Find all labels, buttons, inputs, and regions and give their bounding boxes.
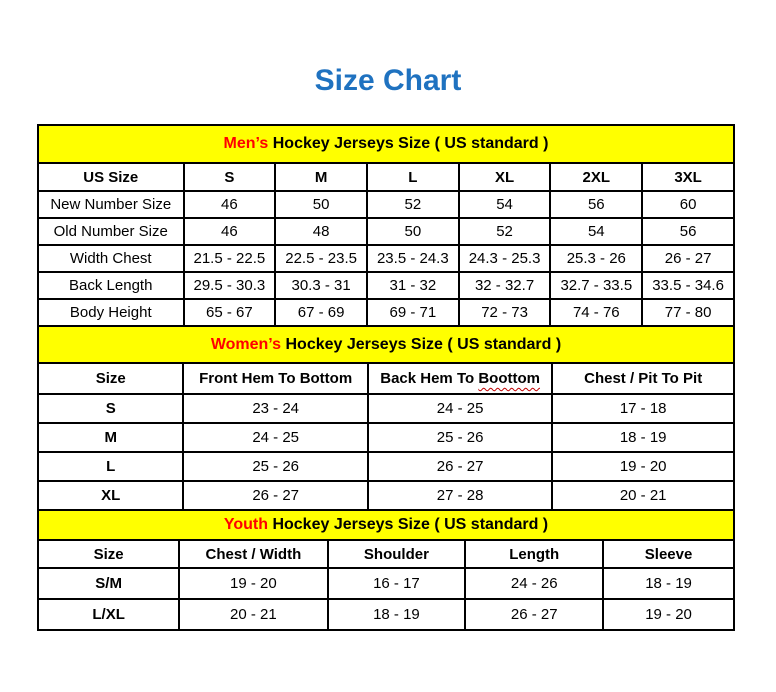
size-value-cell: 25 - 26: [368, 423, 552, 452]
column-header: XL: [459, 163, 551, 191]
table-row: [38, 568, 734, 599]
row-label: Width Chest: [38, 245, 184, 272]
column-header: Length: [465, 540, 603, 568]
mens-section-title: [38, 125, 734, 163]
column-header: Size: [38, 363, 183, 394]
size-value-cell: 19 - 20: [179, 568, 327, 599]
size-value-cell: 22.5 - 23.5: [275, 245, 367, 272]
column-header: [368, 363, 552, 394]
row-label: S: [38, 394, 183, 423]
size-value-cell: 24 - 26: [465, 568, 603, 599]
size-value-cell: 21.5 - 22.5: [184, 245, 276, 272]
size-value-cell: 23 - 24: [183, 394, 367, 423]
row-label: Body Height: [38, 299, 184, 326]
size-value-cell: 30.3 - 31: [275, 272, 367, 299]
row-label: M: [38, 423, 183, 452]
mens-section-header: [38, 125, 734, 163]
table-row: [38, 299, 734, 326]
table-row: [38, 599, 734, 630]
size-value-cell: 23.5 - 24.3: [367, 245, 459, 272]
size-value-cell: 52: [459, 218, 551, 245]
column-header: 3XL: [642, 163, 734, 191]
size-value-cell: 19 - 20: [603, 599, 734, 630]
size-value-cell: 16 - 17: [328, 568, 466, 599]
row-label: New Number Size: [38, 191, 184, 218]
womens-header-row: [38, 363, 734, 394]
size-value-cell: 46: [184, 191, 276, 218]
size-value-cell: 33.5 - 34.6: [642, 272, 734, 299]
row-label: L/XL: [38, 599, 179, 630]
table-row: [38, 452, 734, 481]
column-header: Chest / Pit To Pit: [552, 363, 734, 394]
size-value-cell: 50: [275, 191, 367, 218]
size-value-cell: 54: [459, 191, 551, 218]
size-value-cell: 18 - 19: [603, 568, 734, 599]
column-header: Size: [38, 540, 179, 568]
womens-section-highlight: Women’s: [210, 335, 282, 353]
size-value-cell: 31 - 32: [367, 272, 459, 299]
table-row: [38, 218, 734, 245]
size-value-cell: 25 - 26: [183, 452, 367, 481]
size-value-cell: 32.7 - 33.5: [550, 272, 642, 299]
size-value-cell: 29.5 - 30.3: [184, 272, 276, 299]
size-value-cell: 65 - 67: [184, 299, 276, 326]
size-value-cell: 56: [550, 191, 642, 218]
youth-section-highlight: Youth: [223, 516, 268, 533]
row-label: Back Length: [38, 272, 184, 299]
mens-section-highlight: Men’s: [223, 135, 269, 152]
column-header: S: [184, 163, 276, 191]
column-header: Shoulder: [328, 540, 466, 568]
column-header-text: Back Hem To: [380, 370, 475, 387]
size-value-cell: 20 - 21: [552, 481, 734, 510]
size-value-cell: 56: [642, 218, 734, 245]
mens-size-table: [37, 124, 735, 327]
size-value-cell: 67 - 69: [275, 299, 367, 326]
table-row: [38, 423, 734, 452]
size-value-cell: 32 - 32.7: [459, 272, 551, 299]
womens-section-title: [38, 326, 734, 363]
table-row: [38, 394, 734, 423]
row-label: XL: [38, 481, 183, 510]
mens-section-rest: Hockey Jerseys Size ( US standard ): [272, 135, 549, 152]
column-header: L: [367, 163, 459, 191]
size-value-cell: 48: [275, 218, 367, 245]
size-value-cell: 52: [367, 191, 459, 218]
column-header: 2XL: [550, 163, 642, 191]
size-value-cell: 69 - 71: [367, 299, 459, 326]
size-value-cell: 74 - 76: [550, 299, 642, 326]
size-value-cell: 77 - 80: [642, 299, 734, 326]
youth-size-table: [37, 509, 735, 631]
size-value-cell: 24 - 25: [368, 394, 552, 423]
column-header: Front Hem To Bottom: [183, 363, 367, 394]
column-header: US Size: [38, 163, 184, 191]
column-header: Sleeve: [603, 540, 734, 568]
column-header: M: [275, 163, 367, 191]
size-value-cell: 26 - 27: [368, 452, 552, 481]
size-value-cell: 20 - 21: [179, 599, 327, 630]
youth-section-rest: Hockey Jerseys Size ( US standard ): [272, 516, 549, 533]
womens-section-header: [38, 326, 734, 363]
table-row: [38, 272, 734, 299]
womens-size-table: [37, 325, 735, 511]
size-value-cell: 46: [184, 218, 276, 245]
size-value-cell: 50: [367, 218, 459, 245]
table-row: [38, 191, 734, 218]
size-tables-container: [37, 124, 735, 631]
size-value-cell: 72 - 73: [459, 299, 551, 326]
size-value-cell: 18 - 19: [552, 423, 734, 452]
youth-section-header: [38, 510, 734, 540]
size-value-cell: 27 - 28: [368, 481, 552, 510]
size-value-cell: 26 - 27: [642, 245, 734, 272]
size-value-cell: 17 - 18: [552, 394, 734, 423]
size-value-cell: 54: [550, 218, 642, 245]
size-value-cell: 26 - 27: [183, 481, 367, 510]
size-value-cell: 60: [642, 191, 734, 218]
youth-section-title: [38, 510, 734, 540]
size-value-cell: 18 - 19: [328, 599, 466, 630]
table-row: [38, 245, 734, 272]
womens-section-rest: Hockey Jerseys Size ( US standard ): [285, 335, 562, 353]
size-value-cell: 25.3 - 26: [550, 245, 642, 272]
column-header: Chest / Width: [179, 540, 327, 568]
youth-header-row: [38, 540, 734, 568]
size-value-cell: 26 - 27: [465, 599, 603, 630]
row-label: S/M: [38, 568, 179, 599]
table-row: [38, 481, 734, 510]
mens-header-row: [38, 163, 734, 191]
row-label: Old Number Size: [38, 218, 184, 245]
size-value-cell: 24.3 - 25.3: [459, 245, 551, 272]
row-label: L: [38, 452, 183, 481]
size-value-cell: 19 - 20: [552, 452, 734, 481]
misspelled-word: Boottom: [478, 370, 540, 387]
page-title: Size Chart: [314, 64, 462, 97]
size-value-cell: 24 - 25: [183, 423, 367, 452]
